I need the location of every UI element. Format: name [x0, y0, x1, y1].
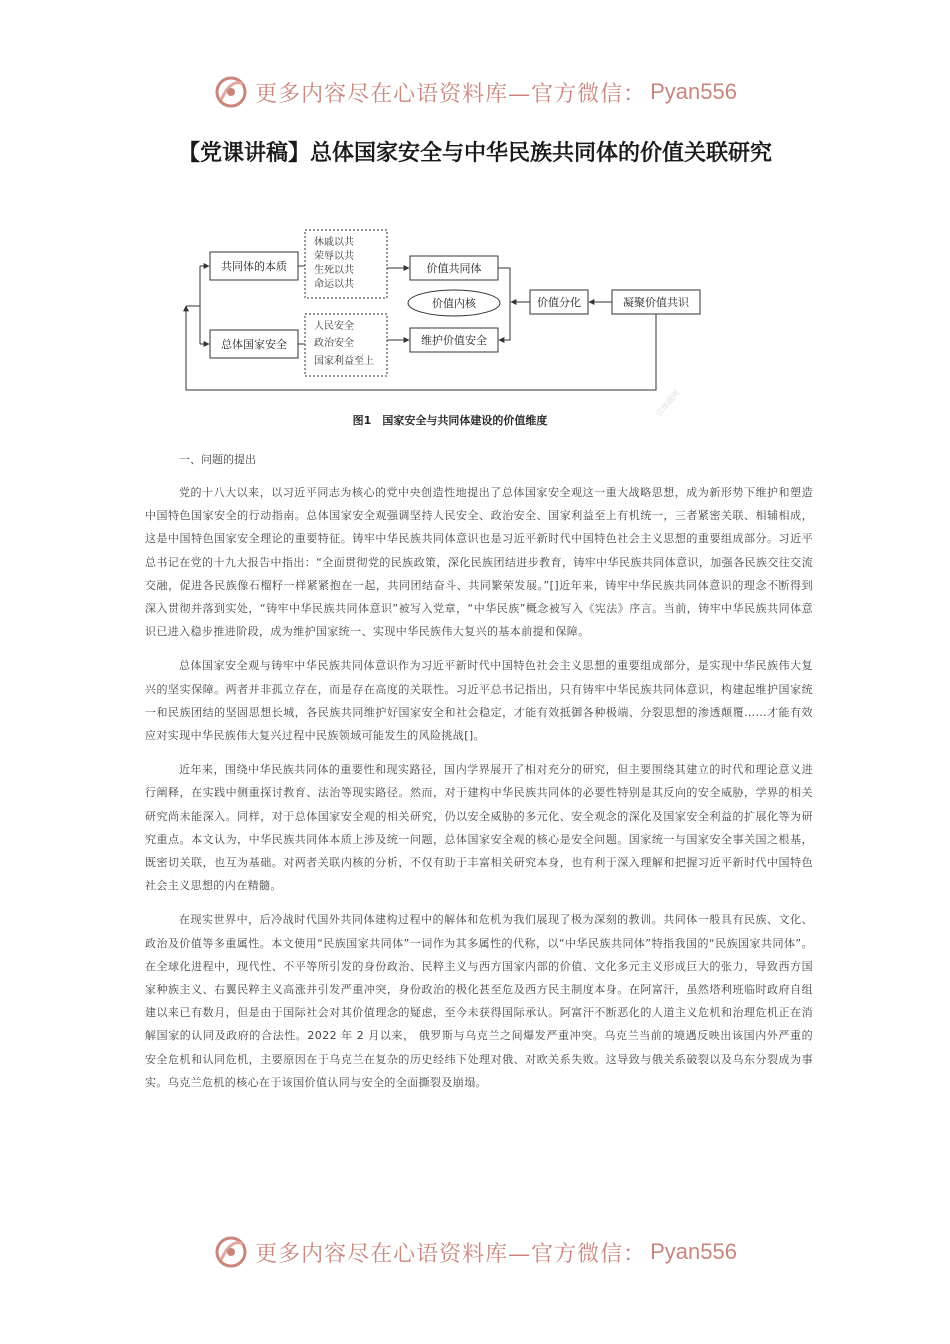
figure-caption: 图1 国家安全与共同体建设的价值维度: [352, 414, 548, 427]
paragraph-1: 党的十八大以来，以习近平同志为核心的党中央创造性地提出了总体国家安全观这一重大战略思想，成为新形势下维护和塑造中国特色国家安全的行动指南。总体国家安全观强调坚持人民安全、政治安全、国家利益至上有机统一，三者紧密关联、相辅相成，这是中国特色国家安全理论的重要特征。铸牢中华民族共同体意识也是习近平新时代中国特色社会主义思想的重要组成部分。习近平总书记在党的十九大报告中指出：“全面贯彻党的民族政策，深化民族团结进步教育，铸牢中华民族共同体意识，加强各民族交往交流交融，促进各民族像石榴籽一样紧紧抱在一起，共同团结奋斗、共同繁荣发展。”[]近年来，铸牢中华民族共同体意识的理念不断得到深入贯彻并落到实处，“铸牢中华民族共同体意识”被写入党章，“中华民族”概念被写入《宪法》序言。当前，铸牢中华民族共同体意识已进入稳步推进阶段，成为维护国家统一、实现中华民族伟大复兴的基本前提和保障。: [145, 486, 813, 639]
label-value-community: 价值共同体: [426, 262, 482, 275]
paragraph-2: 总体国家安全观与铸牢中华民族共同体意识作为习近平新时代中国特色社会主义思想的重要组成部分，是实现中华民族伟大复兴的坚实保障。两者并非孤立存在，而是存在高度的关联性。习近平总书记指出，只有铸牢中华民族共同体意识，构建起维护国家统一和民族团结的坚固思想长城，各民族共同维护好国家安全和社会稳定，才能有效抵御各种极端、分裂思想的渗透颠覆……才能有效应对实现中华民族伟大复兴过程中民族领域可能发生的风险挑战[]。: [145, 659, 813, 743]
label-value-consensus: 凝聚价值共识: [623, 296, 689, 309]
label-value-differentiation: 价值分化: [537, 296, 581, 309]
banner-text: 更多内容尽在心语资料库—官方微信：: [255, 81, 647, 107]
label-community-nature: 共同体的本质: [221, 260, 287, 273]
banner-wechat-id: Pyan556: [650, 1239, 737, 1264]
page-title: 【党课讲稿】总体国家安全与中华民族共同体的价值关联研究: [177, 141, 772, 166]
bottom-banner: [0, 1232, 950, 1272]
section-heading: 一、问题的提出: [179, 453, 256, 466]
dashed-top-line-3: 生死以共: [314, 265, 354, 276]
top-banner: [0, 72, 950, 112]
article-body: [145, 450, 813, 1105]
dashed-top-line-1: 休戚以共: [314, 237, 354, 248]
dashed-bottom-line-1: 人民安全: [314, 321, 354, 332]
value-dimension-diagram: [180, 222, 720, 402]
dashed-top-line-4: 命运以共: [314, 279, 354, 290]
small-watermark: 京课题网: [654, 388, 682, 419]
label-national-security: 总体国家安全: [221, 338, 287, 351]
paragraph-3: 近年来，围绕中华民族共同体的重要性和现实路径，国内学界展开了相对充分的研究，但主要围绕其建立的时代和理论意义进行阐释，在实践中侧重探讨教育、法治等现实路径。然而，对于建构中华民族共同体的必要性特别是其反向的安全威胁，学界的相关研究尚未能深入。同样，对于总体国家安全观的相关研究，仍以安全威胁的多元化、安全观念的深化及国家安全利益的扩展化等为研究重点。本文认为，中华民族共同体本质上涉及统一问题，总体国家安全观的核心是安全问题。国家统一与国家安全事关国之根基，既密切关联，也互为基础。对两者关联内核的分析，不仅有助于丰富相关研究本身，也有利于深入理解和把握习近平新时代中国特色社会主义思想的内在精髓。: [145, 763, 813, 893]
banner-text: 更多内容尽在心语资料库—官方微信：: [255, 1241, 647, 1267]
paragraph-4: 在现实世界中，后冷战时代国外共同体建构过程中的解体和危机为我们展现了极为深刻的教训。共同体一般具有民族、文化、政治及价值等多重属性。本文使用“民族国家共同体”一词作为其多属性的代称，以“中华民族共同体”特指我国的“民族国家共同体”。在全球化进程中，现代性、不平等所引发的身份政治、民粹主义与西方国家内部的价值、文化多元主义形成巨大的张力，导致西方国家种族主义、右翼民粹主义高涨并引发严重冲突，身份政治的极化甚至危及西方民主制度本身。在阿富汗，虽然塔利班临时政府自组建以来已有数月，但是由于国际社会对其价值理念的疑虑，至今未获得国际承认。阿富汗不断恶化的人道主义危机和治理危机正在消解国家的认同及政府的合法性。2022 年 2 月以来， 俄罗斯与乌克兰之间爆发严重冲突。乌克兰当前的境遇反映出该国内外严重的安全危机和认同危机，主要原因在于乌克兰在复杂的历史经纬下处理对俄、对欧关系失败。这导致与俄关系破裂以及乌东分裂成为事实。乌克兰危机的核心在于该国价值认同与安全的全面撕裂及崩塌。: [145, 913, 813, 1089]
dashed-top-line-2: 荣辱以共: [314, 251, 354, 262]
logo-icon: [213, 1234, 249, 1270]
dashed-bottom-line-3: 国家利益至上: [314, 356, 374, 367]
dashed-bottom-line-2: 政治安全: [314, 338, 354, 349]
logo-icon: [213, 74, 249, 110]
label-value-core: 价值内核: [432, 297, 476, 310]
label-maintain-value-security: 维护价值安全: [421, 334, 487, 347]
banner-wechat-id: Pyan556: [650, 79, 737, 104]
